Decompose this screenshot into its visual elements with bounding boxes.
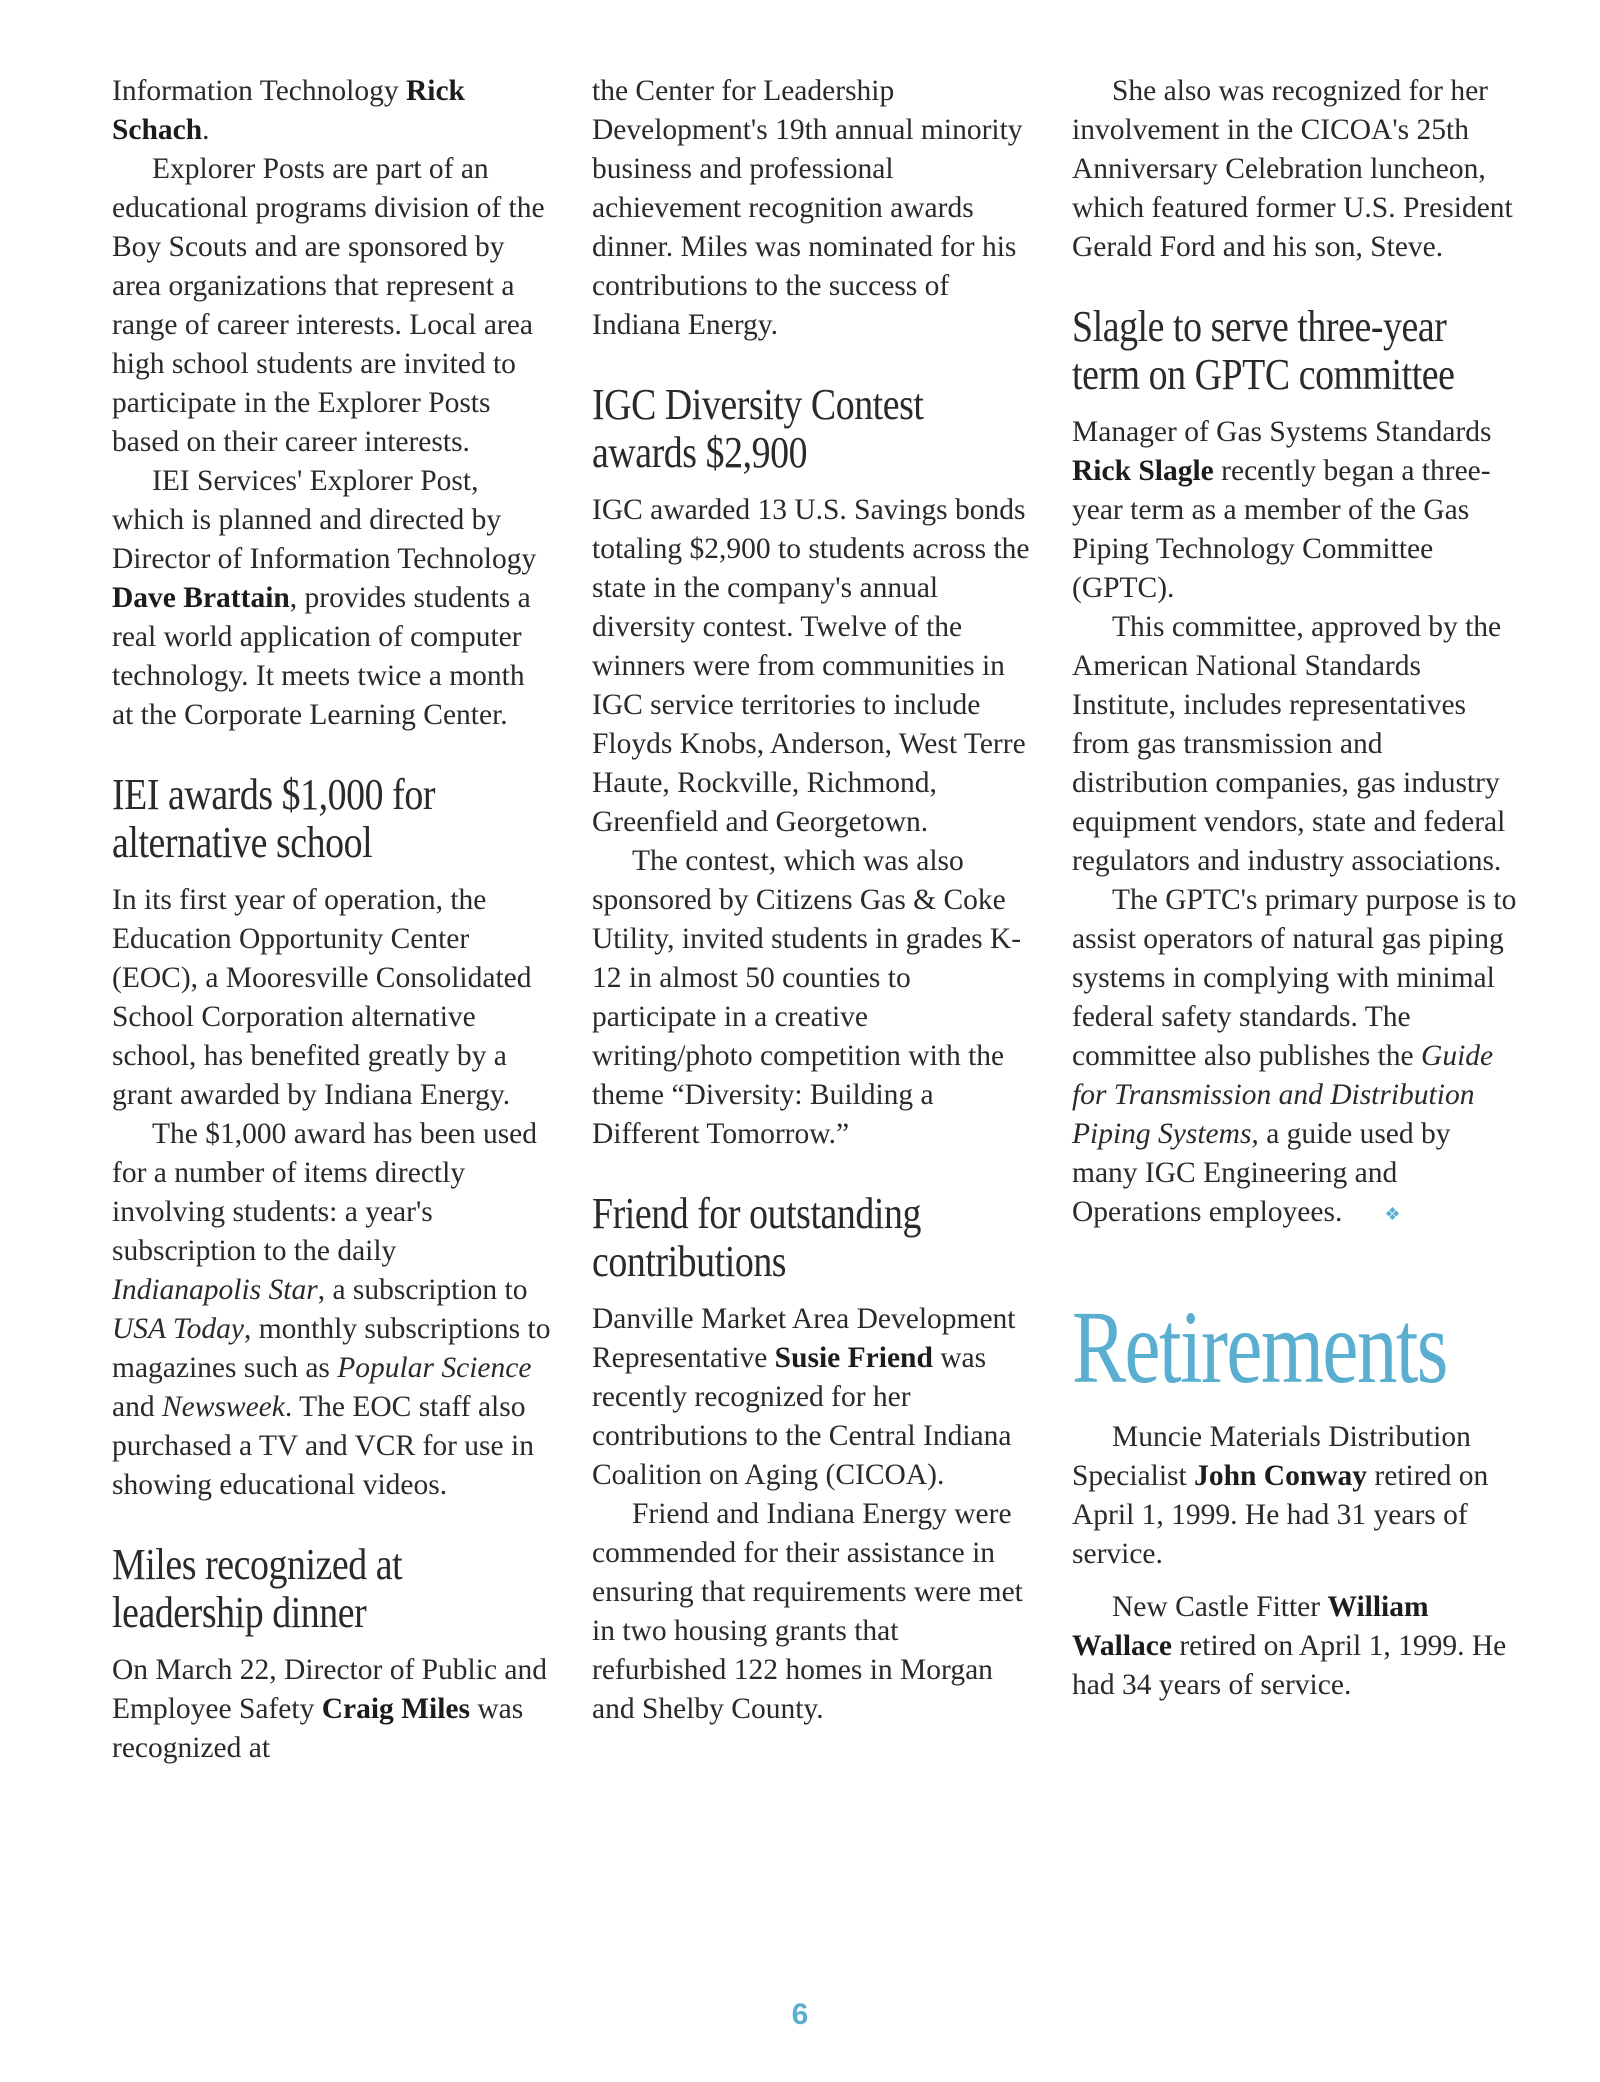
text: , provides students a real world application of computer technology. It meets twice a month at the Corporate Learning Center. (112, 582, 531, 731)
column-2 (592, 72, 1032, 1729)
person-name: Rick Slagle (1072, 455, 1214, 487)
person-name: Craig Miles (321, 1693, 470, 1725)
text: , a subscription to (317, 1274, 528, 1306)
headline-slagle: Slagle to serve three-year term on GPTC committee (1072, 302, 1455, 399)
text: was recognized at (112, 1693, 524, 1764)
publication-title: Guide for Transmission and Distribution Piping Systems, (1072, 1040, 1494, 1150)
text: recently began a three-year term as a member of the Gas Piping Technology Committee (GPTC). (1072, 455, 1491, 604)
headline-friend: Friend for outstanding contributions (592, 1189, 921, 1286)
paragraph (112, 1651, 552, 1768)
text: . The EOC staff also purchased a TV and VCR for use in showing educational videos. (112, 1391, 534, 1501)
text: Manager of Gas Systems Standards (1072, 416, 1492, 448)
text: a guide used by many IGC Engineering and Operations employees. (1072, 1118, 1451, 1228)
text: The $1,000 award has been used for a number of items directly involving students: a year's subscription to the daily (112, 1118, 538, 1267)
text: Danville Market Area Development Representative (592, 1303, 1016, 1374)
person-name: Rick Schach (112, 75, 465, 146)
person-name: Dave Brattain (112, 582, 290, 614)
column-1 (112, 72, 552, 1768)
text: retired on April 1, 1999. He had 34 years of service. (1072, 1629, 1507, 1701)
paragraph (1072, 881, 1520, 1234)
paragraph: This committee, approved by the American National Standards Institute, includes representatives from gas transmission and distribution companies, gas industry equipment vendors, state and federal regulators and industry associations. (1072, 611, 1506, 877)
paragraph (112, 1115, 552, 1505)
paragraph: the Center for Leadership Development's 19th annual minority business and professional achievement recognition awards dinner. Miles was nominated for his contributions to the success of Indiana Energy. (592, 75, 1023, 341)
retirement-entry (1072, 1418, 1520, 1574)
retirement-entry (1072, 1588, 1520, 1705)
person-name: John Conway (1194, 1459, 1368, 1492)
publication-title: Newsweek (161, 1391, 285, 1423)
diamond-cluster-icon: ❖ (1384, 1203, 1401, 1224)
headline-miles: Miles recognized at leadership dinner (112, 1540, 403, 1637)
text: New Castle Fitter (1112, 1590, 1328, 1623)
paragraph (112, 72, 552, 150)
paragraph (1072, 413, 1520, 608)
publication-title: Indianapolis Star (112, 1274, 318, 1306)
text: Information Technology (112, 75, 406, 107)
text: and (112, 1391, 162, 1423)
text: was recently recognized for her contributions to the Central Indiana Coalition on Aging (CICOA). (592, 1342, 1012, 1491)
headline-igc-diversity: IGC Diversity Contest awards $2,900 (592, 380, 924, 477)
page-number: 6 (791, 1998, 809, 2031)
paragraph: The contest, which was also sponsored by Citizens Gas & Coke Utility, invited students in grades K-12 in almost 50 counties to participate in a creative writing/photo competition with the theme “Diversity: Building a Different Tomorrow.” (592, 845, 1022, 1150)
paragraph: Explorer Posts are part of an educational programs division of the Boy Scouts and are sponsored by area organizations that represent a range of career interests. Local area high school students are invited to participate in the Explorer Posts based on their career interests. (112, 153, 545, 458)
column-3 (1072, 72, 1520, 1705)
paragraph: IGC awarded 13 U.S. Savings bonds totaling $2,900 to students across the state in the company's annual diversity contest. Twelve of the winners were from communities in IGC service territories to include Floyds Knobs, Anderson, West Terre Haute, Rockville, Richmond, Greenfield and Georgetown. (592, 494, 1030, 838)
paragraph: In its first year of operation, the Education Opportunity Center (EOC), a Mooresville Consolidated School Corporation alternative school, has benefited greatly by a grant awarded by Indiana Energy. (112, 884, 532, 1111)
paragraph: Friend and Indiana Energy were commended for their assistance in ensuring that requirements were met in two housing grants that refurbished 122 homes in Morgan and Shelby County. (592, 1498, 1023, 1725)
text: The GPTC's primary purpose is to assist operators of natural gas piping systems in complying with minimal federal safety standards. The committee also publishes the (1072, 884, 1517, 1072)
person-name: William Wallace (1072, 1590, 1429, 1662)
text: retired on April 1, 1999. He had 31 years of service. (1072, 1459, 1489, 1570)
text: Muncie Materials Distribution Specialist (1072, 1420, 1471, 1492)
paragraph: She also was recognized for her involvement in the CICOA's 25th Anniversary Celebration luncheon, which featured former U.S. President Gerald Ford and his son, Steve. (1072, 75, 1513, 263)
headline-iei-awards: IEI awards $1,000 for alternative school (112, 770, 436, 867)
paragraph (592, 1300, 1032, 1495)
text: . (202, 114, 210, 146)
paragraph (112, 462, 552, 735)
text: On March 22, Director of Public and Employee Safety (112, 1654, 548, 1725)
publication-title: Popular Science (337, 1352, 532, 1384)
publication-title: USA Today (112, 1313, 244, 1345)
text: IEI Services' Explorer Post, which is planned and directed by Director of Information Technology (112, 465, 537, 575)
retirements-heading: Retirements (1072, 1289, 1447, 1405)
person-name: Susie Friend (774, 1342, 933, 1374)
text: , monthly subscriptions to magazines such as (112, 1313, 551, 1384)
